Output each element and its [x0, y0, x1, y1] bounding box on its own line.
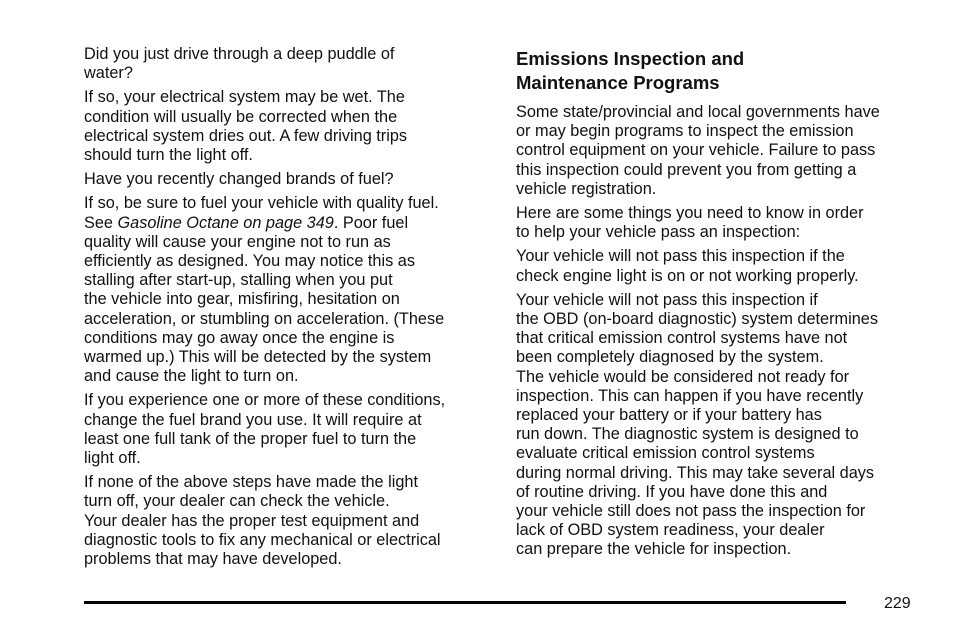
quality-fuel-text-a: If so, be sure to fuel your vehicle with quality fuel. See [84, 194, 439, 232]
paragraph-change-fuel-brand: If you experience one or more of these conditions, change the fuel brand you use. It will require at least one full tank of the proper fuel to turn the light off. [84, 391, 446, 468]
paragraph-obd-readiness: Your vehicle will not pass this inspection if the OBD (on-board diagnostic) system determines that critical emission control systems have not been completely diagnosed by the system. The vehicle would be considered not ready for inspection. This can happen if you have recently replaced your battery or if your battery has run down. The diagnostic system is designed to evaluate critical emission control systems during normal driving. This may take several days of routine driving. If you have done this and your vehicle still does not pass the inspection for lack of OBD system readiness, your dealer can prepare the vehicle for inspection. [516, 290, 878, 559]
paragraph-inspection-programs: Some state/provincial and local governments have or may begin programs to inspect the emission control equipment on your vehicle. Failure to pass this inspection could prevent you from getting a vehicle registration. [516, 103, 880, 198]
paragraph-check-engine-light: Your vehicle will not pass this inspection if the check engine light is on or not working properly. [516, 247, 859, 285]
paragraph-dealer-check: If none of the above steps have made the light turn off, your dealer can check the vehicle. Your dealer has the proper test equipment and diagnostic tools to fix any mechanical or electrical problems that may have developed. [84, 473, 441, 569]
left-column [84, 45, 489, 574]
paragraph-quality-fuel [84, 194, 489, 386]
section-heading: Emissions Inspection and Maintenance Programs [516, 48, 745, 93]
paragraph-electrical-wet: If so, your electrical system may be wet. The condition will usually be corrected when the electrical system dries out. A few driving trips should turn the light off. [84, 88, 408, 165]
paragraph-changed-fuel: Have you recently changed brands of fuel? [84, 170, 394, 189]
gasoline-octane-reference: Gasoline Octane on page 349 [117, 213, 334, 232]
paragraph-deep-puddle: Did you just drive through a deep puddle of water? [84, 45, 395, 83]
page-number: 229 [884, 595, 911, 612]
footer-rule [84, 601, 846, 604]
right-column [516, 47, 921, 565]
quality-fuel-text-b: . Poor fuel quality will cause your engine not to run as efficiently as designed. You may notice this as stalling after start-up, stalling when you put the vehicle into gear, misfiring, hesitation on acceleration, or stumbling on acceleration. (These conditions may go away once the engine is warmed up.) This will be detected by the system and cause the light to turn on. [84, 213, 445, 386]
paragraph-things-to-know: Here are some things you need to know in order to help your vehicle pass an inspection: [516, 204, 864, 242]
